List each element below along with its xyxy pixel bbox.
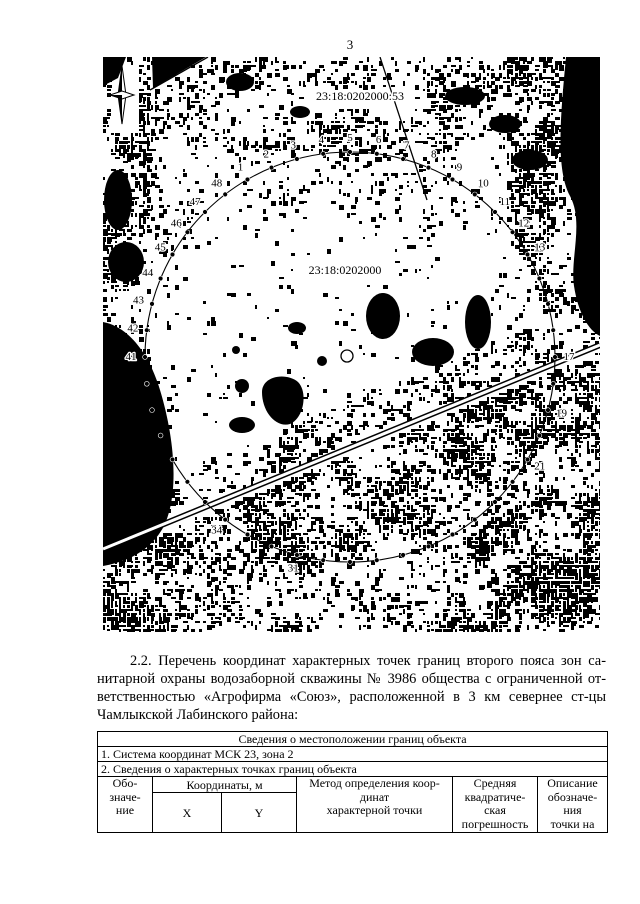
object-boundaries-table [97,731,608,833]
paragraph-line: ветственностью «Агрофирма «Союз», расположенной в 3 км севернее ст-цы [97,689,606,705]
boundary-point-marker [158,433,163,438]
boundary-point-marker [150,408,155,413]
boundary-point-marker [472,192,477,197]
coordinate-system-row [98,747,608,762]
boundary-point-marker [537,276,542,281]
map-svg [103,57,600,632]
header-line: Метод определения коор- [309,776,440,790]
boundary-point-marker [401,157,406,162]
boundary-point-marker [269,544,274,549]
boundary-point-label: 47 [189,196,201,209]
boundary-point-label: 17 [563,351,575,363]
cadastral-plot-label: 23:18:0202000:53 [315,89,405,103]
boundary-point-marker [269,165,274,170]
boundary-point-marker [144,381,149,386]
boundary-point-marker [546,408,551,413]
boundary-point-marker [150,302,155,307]
header-line: ния [563,803,582,818]
points-section-cell: 2. Сведения о характерных точках границ объекта [98,762,608,777]
boundary-point-label: 41 [125,351,137,363]
boundary-point-marker [493,500,498,505]
header-designation [98,777,153,833]
boundary-point-label: 34 [211,524,223,537]
boundary-point-label: 43 [133,294,144,307]
boundary-point-label: 1 [237,161,244,174]
boundary-point-label: 21 [534,460,546,473]
boundary-point-label: 3 [290,139,297,152]
boundary-point-label: 9 [456,161,463,174]
boundary-point-marker [537,433,542,438]
boundary-point-marker [158,276,163,281]
header-mean-error [453,777,538,833]
boundary-point-marker [426,544,431,549]
table-header-row [98,777,608,793]
header-line: Средняя [473,776,517,790]
points-section-row [98,762,608,777]
boundary-point-marker [426,165,431,170]
boundary-point-marker [185,479,190,484]
boundary-point-marker [245,177,250,182]
cadastral-map [103,57,600,632]
boundary-point-marker [295,553,300,558]
dark-patch [412,338,454,366]
cadastral-quarter-label: 23:18:0202000 [308,263,382,277]
paragraph-line: 2.2. Перечень координат характерных точек границ второго пояса зон са- [130,653,606,669]
boundary-point-marker [348,150,353,155]
boundary-point-marker [321,151,326,156]
header-line: значе- [109,789,141,804]
boundary-point-marker [450,532,455,537]
dark-patch [317,356,327,366]
header-line: Обо- [112,776,138,790]
boundary-point-marker [493,210,498,215]
boundary-point-label: 8 [431,148,437,161]
boundary-point-label: 4 [318,133,325,146]
boundary-point-marker [551,381,556,386]
boundary-point-marker [551,328,556,333]
points-list-paragraph [97,652,606,724]
boundary-point-marker [321,558,326,563]
boundary-point-label: 6 [375,133,382,146]
header-method [297,777,453,833]
paragraph-line: нитарной охраны водозаборной скважины № 3986 общества с ограниченной от- [97,671,606,687]
header-x: X [153,793,222,833]
header-line: динат [359,789,390,804]
boundary-point-marker [144,328,149,333]
boundary-point-marker [374,151,379,156]
boundary-point-marker [472,517,477,522]
boundary-point-marker [374,558,379,563]
boundary-point-label: 13 [534,241,546,254]
boundary-point-marker [510,479,515,484]
boundary-point-marker [143,355,148,360]
boundary-point-marker [401,553,406,558]
boundary-point-label: 46 [170,217,182,230]
header-line: Описание [547,776,598,790]
boundary-point-marker [223,192,228,197]
table-title: Сведения о местоположении границ объекта [98,732,608,747]
header-line: характерной точки [326,803,423,818]
boundary-point-marker [546,302,551,307]
header-y: Y [222,793,297,833]
boundary-point-marker [223,517,228,522]
boundary-point-marker [450,177,455,182]
dark-patch [465,295,491,349]
boundary-point-label: 45 [154,241,166,254]
header-line: обозначе- [547,789,598,804]
header-line: точки на [550,816,595,831]
water-well-marker [341,350,353,362]
boundary-point-label: 11 [499,196,511,209]
paragraph-line: Чамлыкской Лабинского района: [97,707,299,723]
boundary-point-label: 5 [347,132,353,144]
boundary-point-marker [245,532,250,537]
header-description [538,777,608,833]
header-line: погрешность [461,816,529,831]
boundary-point-label: 42 [127,322,139,335]
boundary-point-marker [525,252,530,257]
header-coordinates: Координаты, м [153,777,297,793]
boundary-point-label: 10 [477,177,489,190]
boundary-point-label: 31 [287,562,299,575]
boundary-point-marker [348,560,353,565]
boundary-point-marker [553,355,558,360]
dark-patch [232,346,240,354]
boundary-point-marker [170,252,175,257]
boundary-point-label: 2 [263,148,269,161]
coordinate-system-cell: 1. Система координат МСК 23, зона 2 [98,747,608,762]
boundary-point-marker [170,457,175,462]
page-number: 3 [346,37,354,52]
boundary-point-marker [203,210,208,215]
boundary-point-marker [185,230,190,235]
boundary-point-marker [510,230,515,235]
boundary-point-marker [203,500,208,505]
boundary-point-label: 12 [518,217,530,230]
header-line: ние [115,803,135,818]
boundary-point-marker [525,457,530,462]
boundary-point-label: 44 [142,267,154,280]
header-line: ская [484,803,506,818]
boundary-point-label: 48 [211,177,223,190]
boundary-point-label: 19 [556,407,567,420]
table-title-row [98,732,608,747]
boundary-point-label: 7 [403,139,410,152]
header-line: квадратиче- [464,789,526,804]
dark-patch [229,417,255,433]
dark-patch [288,322,306,334]
dark-patch [290,106,310,118]
boundary-point-marker [295,157,300,162]
